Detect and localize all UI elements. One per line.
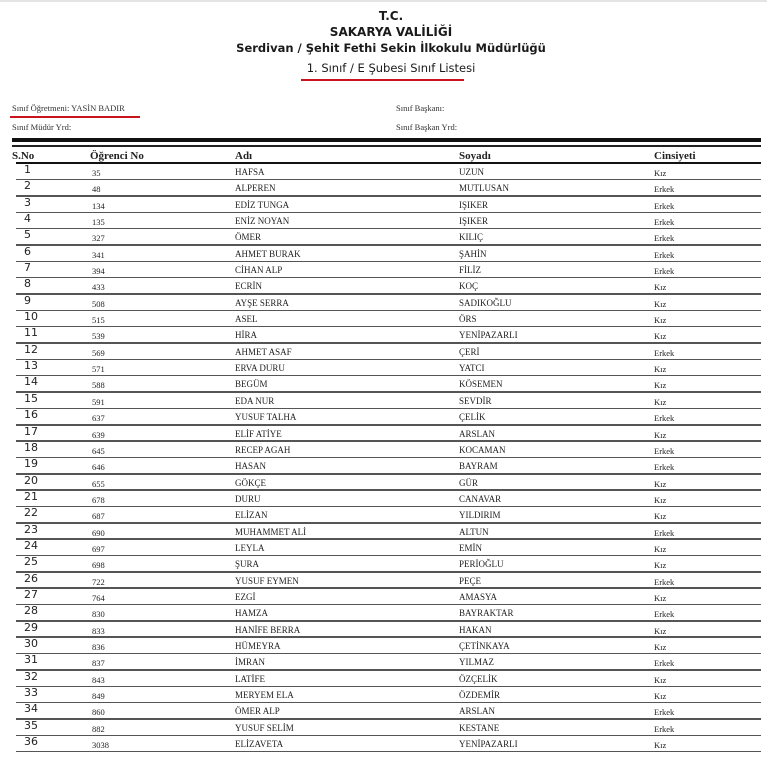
row-gender: Kız [654,364,667,375]
row-name: HAFSA [235,167,265,177]
table-row [0,638,767,654]
row-gender: Erkek [654,200,675,211]
row-sno: 18 [24,440,38,454]
column-header-name: Adı [235,150,253,162]
row-surname: YILDIRIM [459,510,501,521]
row-sno: 3 [24,195,31,209]
row-surname: ARSLAN [459,706,496,717]
row-student-no: 764 [92,592,105,603]
row-sno: 17 [24,424,38,438]
row-gender: Kız [654,429,667,440]
row-surname: SEVDİR [459,395,492,406]
row-name: ASEL [235,314,258,325]
row-sno: 36 [24,735,38,749]
row-student-no: 836 [92,641,105,652]
row-sno: 11 [24,326,38,340]
row-name: HİRA [235,330,257,341]
row-sno: 21 [24,489,38,503]
row-surname: AMASYA [459,591,498,602]
column-header-gender: Cinsiyeti [654,150,696,162]
table-row [0,393,767,409]
table-row [0,409,767,425]
row-name: CİHAN ALP [235,265,283,276]
row-student-no: 833 [92,625,105,636]
row-surname: ÖZÇELİK [459,673,498,684]
row-student-no: 394 [92,266,105,277]
row-sno: 27 [24,587,38,601]
column-header-surname: Soyadı [459,150,491,162]
row-name: ELİF ATİYE [235,428,282,439]
row-gender: Erkek [654,249,675,260]
row-gender: Erkek [654,576,675,587]
table-row [0,556,767,572]
vice-president-label: Sınıf Başkan Yrd: [396,122,458,132]
row-surname: KÖSEMEN [459,379,503,390]
row-gender: Kız [654,674,667,685]
row-surname: ÖRS [459,314,477,325]
row-student-no: 327 [92,233,105,244]
row-sno: 32 [24,669,38,683]
table-row [0,197,767,213]
row-name: ELİZAN [235,510,268,521]
row-gender: Erkek [654,233,675,244]
assistant-principal-label: Sınıf Müdür Yrd: [12,122,72,132]
row-student-no: 843 [92,674,105,685]
row-surname: YATCI [459,363,485,374]
teacher-label: Sınıf Öğretmeni: YASİN BADIR [12,103,125,113]
header-rule-thick [12,138,761,142]
table-row [0,458,767,474]
table-row [0,360,767,376]
teacher-underline [10,116,140,118]
row-sno: 28 [24,604,38,618]
row-name: LATİFE [235,673,265,684]
header-rule-thin [12,145,761,147]
table-row [0,229,767,245]
row-student-no: 433 [92,282,105,293]
row-name: AHMET ASAF [235,346,292,357]
table-row [0,311,767,327]
row-gender: Kız [654,282,667,293]
row-gender: Erkek [654,462,675,473]
row-name: RECEP AGAH [235,444,291,455]
row-surname: MUTLUSAN [459,183,510,194]
row-surname: CANAVAR [459,493,502,504]
row-divider [16,751,761,753]
row-gender: Kız [654,691,667,701]
row-gender: Kız [654,396,667,407]
row-student-no: 35 [92,168,101,178]
row-student-no: 134 [92,200,105,211]
row-student-no: 690 [92,527,105,538]
row-student-no: 687 [92,511,105,522]
table-row [0,475,767,491]
row-sno: 4 [24,212,31,226]
row-gender: Kız [654,331,667,342]
row-student-no: 645 [92,445,105,456]
header-tc: T.C. [378,9,404,23]
row-gender: Erkek [654,445,675,456]
row-sno: 10 [24,310,38,324]
row-name: AYŞE SERRA [235,297,289,308]
row-name: HÜMEYRA [235,640,281,651]
row-name: ÖMER [235,232,262,243]
row-gender: Kız [654,740,667,751]
row-student-no: 882 [92,723,105,734]
page-top-border [0,0,767,2]
row-student-no: 588 [92,380,105,391]
row-sno: 30 [24,636,38,650]
header-school: Serdivan / Şehit Fethi Sekin İlkokulu Müdürlüğü [236,41,546,55]
row-gender: Kız [654,298,667,309]
row-surname: GÜR [459,477,479,488]
row-student-no: 697 [92,543,105,554]
table-row [0,246,767,262]
row-student-no: 678 [92,494,105,505]
row-name: BEGÜM [235,379,268,390]
row-student-no: 639 [92,429,105,440]
row-student-no: 539 [92,331,105,342]
row-sno: 25 [24,555,38,569]
table-row [0,654,767,670]
row-student-no: 571 [92,364,105,375]
row-sno: 26 [24,571,38,585]
row-surname: EMİN [459,542,482,553]
row-name: ALPEREN [235,183,276,194]
row-sno: 1 [24,163,31,176]
table-row [0,164,767,180]
row-student-no: 48 [92,184,101,195]
table-row [0,671,767,687]
table-row [0,573,767,589]
row-surname: YENİPAZARLI [459,330,518,341]
header-governorship: SAKARYA VALİLİĞİ [329,25,453,39]
row-student-no: 722 [92,576,105,587]
row-surname: KOÇ [459,281,479,292]
row-surname: BAYRAM [459,461,498,472]
row-sno: 6 [24,244,31,258]
table-row [0,376,767,392]
column-header-student-no: Öğrenci No [90,150,144,162]
row-surname: IŞIKER [459,199,488,210]
table-row [0,426,767,442]
row-gender: Kız [654,592,667,603]
row-name: MERYEM ELA [235,690,294,700]
row-surname: KESTANE [459,722,500,733]
row-surname: BAYRAKTAR [459,608,514,619]
row-gender: Kız [654,560,667,571]
row-surname: YILMAZ [459,657,494,668]
table-row [0,720,767,736]
row-sno: 24 [24,538,38,552]
row-surname: UZUN [459,167,484,177]
table-row [0,262,767,278]
row-student-no: 637 [92,413,105,424]
student-table-body [0,164,767,752]
row-surname: PERİOĞLU [459,559,504,570]
row-surname: SADIKOĞLU [459,297,512,308]
row-student-no: 837 [92,658,105,669]
row-surname: HAKAN [459,624,492,635]
row-name: ERVA DURU [235,363,285,374]
row-name: ŞURA [235,559,260,570]
row-sno: 5 [24,228,31,242]
table-row [0,605,767,621]
row-sno: 23 [24,522,38,536]
row-student-no: 698 [92,560,105,571]
row-surname: ÇERİ [459,346,480,357]
row-student-no: 508 [92,298,105,309]
table-row [0,736,767,752]
row-surname: KILIÇ [459,232,483,243]
row-surname: KOCAMAN [459,444,506,455]
row-surname: ÖZDEMİR [459,690,500,700]
row-gender: Kız [654,380,667,391]
row-surname: ŞAHİN [459,248,487,259]
row-sno: 7 [24,261,31,275]
column-header-sno: S.No [12,150,35,162]
row-gender: Kız [654,625,667,636]
row-gender: Kız [654,168,667,178]
row-gender: Erkek [654,266,675,277]
row-name: LEYLA [235,542,265,553]
row-name: ELİZAVETA [235,739,284,750]
row-gender: Kız [654,478,667,489]
row-gender: Erkek [654,413,675,424]
row-name: YUSUF SELİM [235,722,294,733]
row-student-no: 341 [92,249,105,260]
row-surname: ÇELİK [459,412,486,423]
row-sno: 15 [24,391,38,405]
row-gender: Erkek [654,609,675,620]
table-row [0,327,767,343]
row-student-no: 3038 [92,740,109,751]
row-gender: Kız [654,543,667,554]
row-gender: Kız [654,511,667,522]
row-surname: ÇETİNKAYA [459,640,510,651]
row-student-no: 591 [92,396,105,407]
row-sno: 8 [24,277,31,291]
table-row [0,703,767,719]
row-student-no: 646 [92,462,105,473]
table-row [0,507,767,523]
row-student-no: 860 [92,707,105,718]
row-sno: 22 [24,506,38,520]
row-gender: Erkek [654,184,675,195]
row-sno: 20 [24,473,38,487]
row-gender: Erkek [654,527,675,538]
row-sno: 34 [24,702,38,716]
row-student-no: 515 [92,315,105,326]
row-sno: 33 [24,686,38,699]
row-surname: IŞIKER [459,216,488,227]
row-sno: 35 [24,718,38,732]
row-gender: Erkek [654,658,675,669]
row-name: GÖKÇE [235,477,266,488]
row-name: İMRAN [235,657,266,668]
row-name: HASAN [235,461,267,472]
row-name: ÖMER ALP [235,706,280,717]
row-name: YUSUF TALHA [235,412,297,423]
row-gender: Erkek [654,217,675,228]
table-row [0,540,767,556]
row-name: DURU [235,493,261,504]
row-name: ECRİN [235,281,262,292]
table-row [0,589,767,605]
row-sno: 12 [24,342,38,356]
row-sno: 9 [24,293,31,307]
header-class-title: 1. Sınıf / E Şubesi Sınıf Listesi [306,61,476,75]
table-row [0,278,767,294]
row-sno: 2 [24,179,31,193]
row-name: ENİZ NOYAN [235,216,290,227]
row-sno: 19 [24,457,38,471]
class-president-label: Sınıf Başkanı: [396,103,445,113]
table-row [0,213,767,229]
row-surname: ARSLAN [459,428,496,439]
row-sno: 16 [24,408,38,422]
row-name: MUHAMMET ALİ [235,526,307,537]
row-gender: Erkek [654,723,675,734]
row-gender: Kız [654,494,667,505]
row-gender: Kız [654,315,667,326]
row-student-no: 849 [92,691,105,701]
table-row [0,491,767,507]
row-name: EDİZ TUNGA [235,199,290,210]
table-row [0,622,767,638]
row-surname: ALTUN [459,526,489,537]
document-header [0,8,767,77]
row-name: HANİFE BERRA [235,624,301,635]
row-gender: Kız [654,641,667,652]
row-sno: 14 [24,375,38,389]
row-gender: Erkek [654,347,675,358]
row-student-no: 569 [92,347,105,358]
table-row [0,524,767,540]
row-name: YUSUF EYMEN [235,575,299,586]
row-surname: YENİPAZARLI [459,739,518,750]
table-row [0,180,767,196]
row-gender: Erkek [654,707,675,718]
row-name: AHMET BURAK [235,248,301,259]
row-surname: PEÇE [459,575,482,586]
row-sno: 13 [24,359,38,373]
table-row [0,344,767,360]
title-underline [301,79,464,81]
row-name: EDA NUR [235,395,275,406]
row-sno: 29 [24,620,38,634]
row-student-no: 135 [92,217,105,228]
row-surname: FİLİZ [459,265,481,276]
row-name: EZGİ [235,591,256,602]
row-student-no: 830 [92,609,105,620]
table-row [0,687,767,703]
row-name: HAMZA [235,608,268,619]
table-row [0,295,767,311]
table-row [0,442,767,458]
row-student-no: 655 [92,478,105,489]
row-sno: 31 [24,653,38,667]
